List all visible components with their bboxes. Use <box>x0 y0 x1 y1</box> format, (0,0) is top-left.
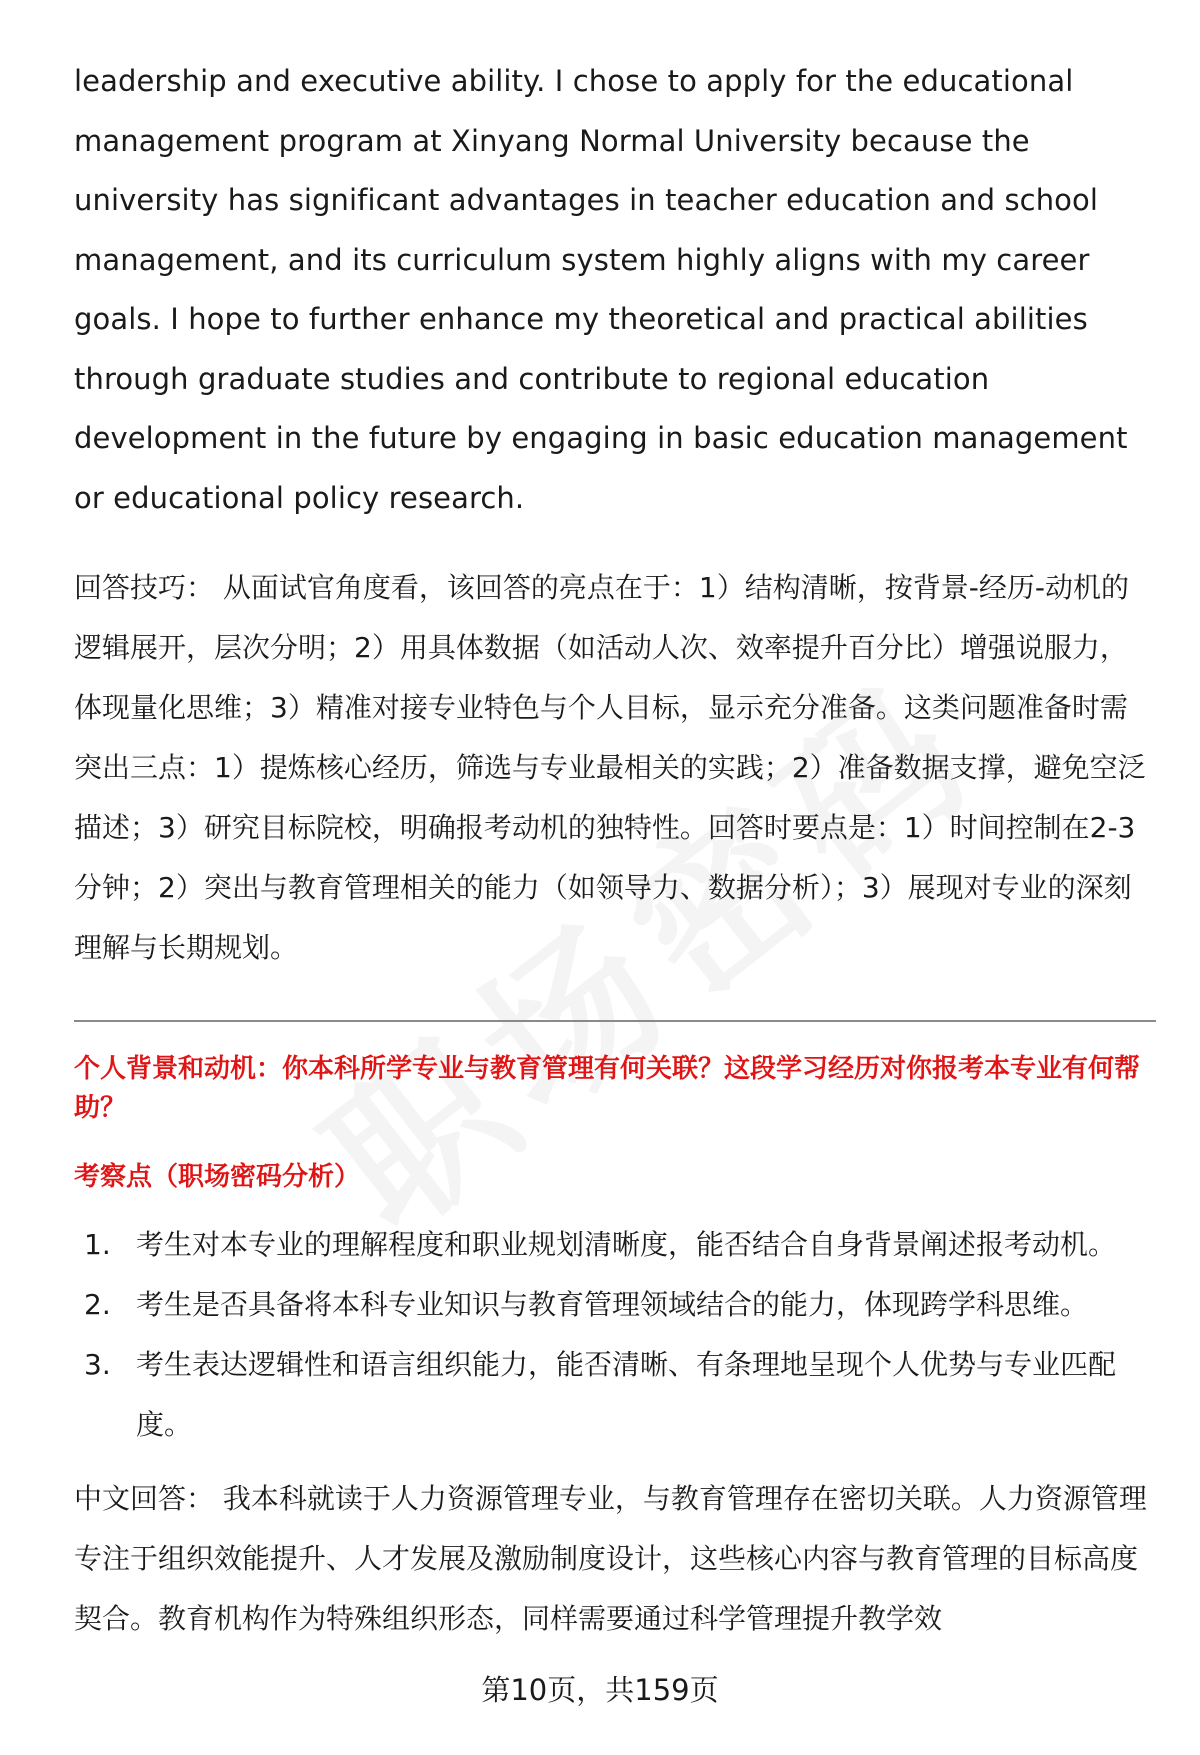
analysis-points-list <box>74 1215 1154 1455</box>
list-item <box>74 1275 1154 1335</box>
list-item-number: 2. <box>84 1288 111 1321</box>
tip-label: 回答技巧： <box>74 571 215 604</box>
list-item-number: 3. <box>84 1348 111 1381</box>
list-item-text: 考生表达逻辑性和语言组织能力，能否清晰、有条理地呈现个人优势与专业匹配度。 <box>136 1348 1117 1441</box>
analysis-heading: 考察点（职场密码分析） <box>74 1162 361 1192</box>
page-content <box>74 52 1154 1649</box>
list-item <box>74 1215 1154 1275</box>
list-item-text: 考生对本专业的理解程度和职业规划清晰度，能否结合自身背景阐述报考动机。 <box>136 1228 1117 1261</box>
tip-text: 从面试官角度看，该回答的亮点在于：1）结构清晰，按背景-经历-动机的逻辑展开，层次分明；2）用具体数据（如活动人次、效率提升百分比）增强说服力，体现量化思维；3）精准对接专业特色与个人目标，显示充分准备。这类问题准备时需突出三点：1）提炼核心经历，筛选与专业最相关的实践；2）准备数据支撑，避免空泛描述；3）研究目标院校，明确报考动机的独特性。回答时要点是：1）时间控制在2-3分钟；2）突出与教育管理相关的能力（如领导力、数据分析）；3）展现对专业的深刻理解与长期规划。 <box>74 571 1146 964</box>
answer-tip-paragraph <box>74 558 1154 978</box>
list-item-text: 考生是否具备将本科专业知识与教育管理领域结合的能力，体现跨学科思维。 <box>136 1288 1089 1321</box>
answer-label: 中文回答： <box>74 1482 215 1515</box>
list-item <box>74 1335 1154 1455</box>
answer-text: 我本科就读于人力资源管理专业，与教育管理存在密切关联。人力资源管理专注于组织效能提升、人才发展及激励制度设计，这些核心内容与教育管理的目标高度契合。教育机构作为特殊组织形态，同样需要通过科学管理提升教学效 <box>74 1482 1147 1635</box>
question-heading: 个人背景和动机：你本科所学专业与教育管理有何关联？这段学习经历对你报考本专业有何帮助？ <box>74 1054 1141 1123</box>
chinese-answer-paragraph <box>74 1469 1154 1649</box>
list-item-number: 1. <box>84 1228 111 1261</box>
english-answer-paragraph: leadership and executive ability. I chose to apply for the educational management program at Xinyang Normal University because the university has significant advantages in teacher education and school management, and its curriculum system highly aligns with my career goals. I hope to further enhance my theoretical and practical abilities through graduate studies and contribute to regional education development in the future by engaging in basic education management or educational policy research. <box>74 64 1128 515</box>
page-number-footer: 第10页，共159页 <box>481 1673 719 1707</box>
section-divider <box>74 1020 1156 1022</box>
